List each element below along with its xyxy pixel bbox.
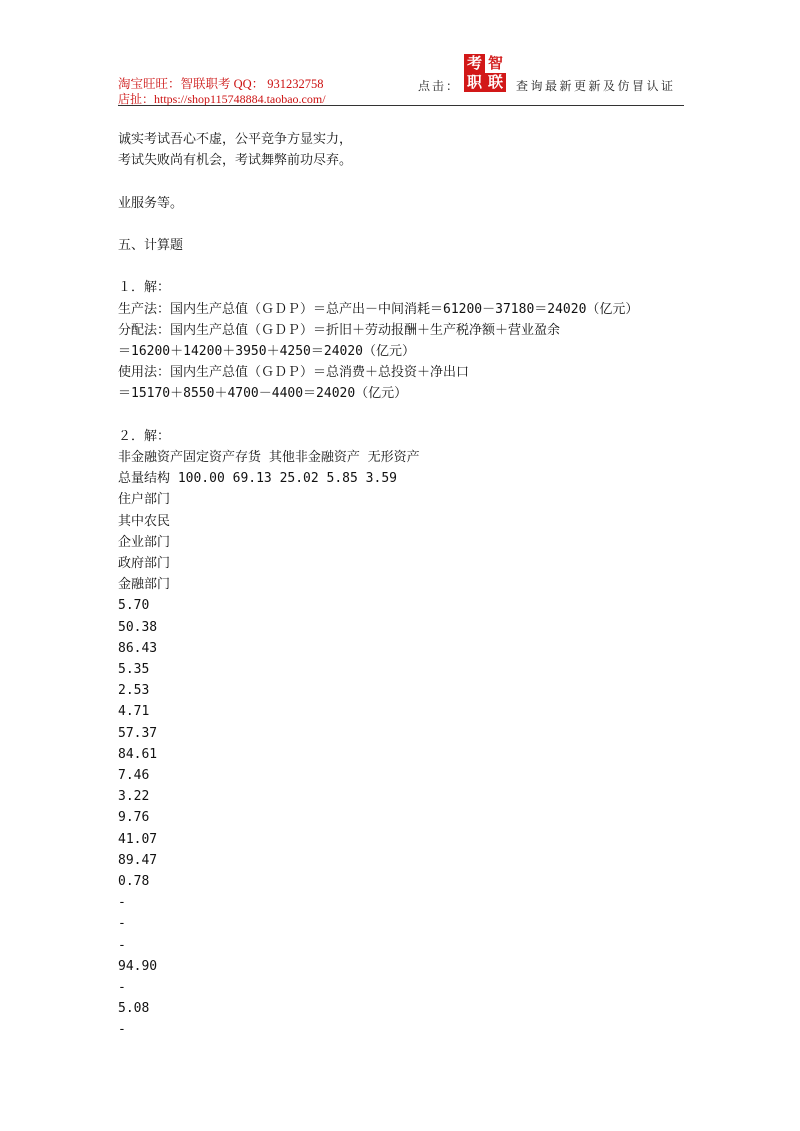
text-line: -	[118, 916, 126, 932]
text-line: 政府部门	[118, 556, 171, 571]
header-divider	[118, 105, 684, 106]
text-line: 9.76	[118, 810, 150, 826]
text-line: 住户部门	[118, 492, 171, 508]
verify-text: 查询最新更新及仿冒认证	[516, 79, 676, 93]
text-line: 4.71	[118, 704, 150, 720]
text-line: 94.90	[118, 958, 158, 974]
text-line: 3.22	[118, 789, 150, 805]
text-line: 分配法：国内生产总值（ＧＤＰ）＝折旧＋劳动报酬＋生产税净额＋营业盈余	[118, 322, 561, 338]
text-line: 7.46	[118, 768, 150, 784]
document-body	[118, 129, 688, 1041]
text-line: 5.35	[118, 662, 150, 678]
logo-char-lian: 联	[485, 73, 506, 92]
text-line: 2.53	[118, 683, 150, 699]
page-header	[118, 54, 684, 108]
text-line: 86.43	[118, 640, 158, 656]
click-label: 点击：	[418, 79, 461, 93]
text-line: -	[118, 980, 126, 996]
text-line: 84.61	[118, 746, 158, 762]
text-line: 其中农民	[118, 513, 171, 529]
text-line: 89.47	[118, 852, 158, 868]
text-line	[118, 214, 688, 235]
text-line: ＝16200＋14200＋3950＋4250＝24020（亿元）	[118, 343, 416, 359]
text-line: 5.70	[118, 598, 150, 614]
text-line: -	[118, 895, 126, 911]
text-line: ２．解：	[118, 428, 171, 444]
zhilian-logo-icon[interactable]	[464, 54, 506, 92]
text-line: 0.78	[118, 874, 150, 890]
text-line: 诚实考试吾心不虚，公平竞争方显实力，	[118, 132, 353, 147]
shop-info	[118, 77, 326, 107]
text-line: ＝15170＋8550＋4700－4400＝24020（亿元）	[118, 386, 408, 402]
text-line: 业服务等。	[118, 195, 184, 211]
logo-char-zhi2: 职	[464, 73, 485, 92]
text-line: １．解：	[118, 280, 171, 296]
text-line	[118, 256, 688, 277]
shop-contact-line: 淘宝旺旺：智联职考 QQ： 931232758	[118, 77, 324, 91]
text-line: 企业部门	[118, 534, 171, 550]
text-line	[118, 171, 688, 192]
text-line: 57.37	[118, 725, 158, 741]
text-line: 50.38	[118, 619, 158, 635]
text-line: -	[118, 1022, 126, 1038]
logo-char-zhi: 智	[485, 54, 506, 73]
text-line: 生产法：国内生产总值（ＧＤＰ）＝总产出－中间消耗＝61200－37180＝24020（亿元）	[118, 301, 639, 317]
text-line: 考试失败尚有机会，考试舞弊前功尽弃。	[118, 153, 353, 169]
text-line: 金融部门	[118, 577, 171, 593]
text-line: -	[118, 937, 126, 953]
text-line: 使用法：国内生产总值（ＧＤＰ）＝总消费＋总投资＋净出口	[118, 365, 470, 381]
logo-char-kao: 考	[464, 54, 485, 73]
text-line: 总量结构 100.00 69.13 25.02 5.85 3.59	[118, 471, 397, 487]
text-line: 五、计算题	[118, 237, 184, 253]
text-line: 非金融资产固定资产存货 其他非金融资产 无形资产	[118, 449, 420, 465]
shop-url-link[interactable]: 店扯：https://shop115748884.taobao.com/	[118, 92, 326, 106]
text-line	[118, 405, 688, 426]
text-line: 41.07	[118, 831, 158, 847]
text-line: 5.08	[118, 1001, 150, 1017]
